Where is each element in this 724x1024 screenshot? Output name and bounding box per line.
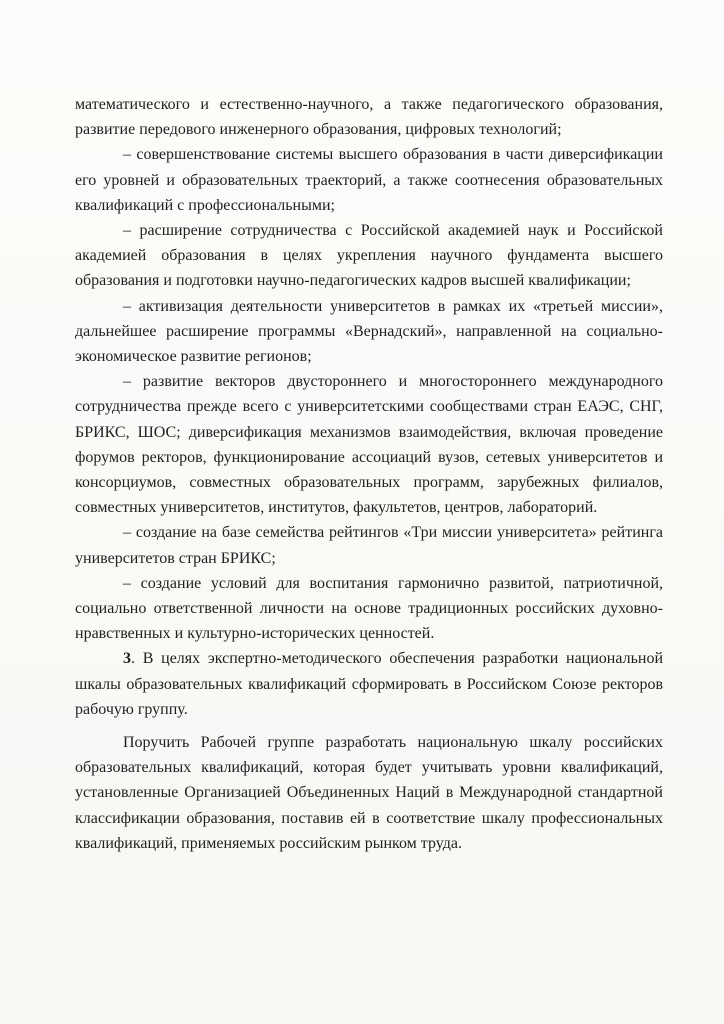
list-item-education-values: – создание условий для воспитания гармонично развитой, патриотичной, социально ответственной личности на основе традиционных российских духовно-нравственных и культурно-исторических ценностей. (75, 574, 663, 643)
list-item-third-mission: – активизация деятельности университетов в рамках их «третьей миссии», дальнейшее расширение программы «Вернадский», направленной на социально-экономическое развитие регионов; (75, 297, 663, 366)
point-3-paragraph (75, 646, 663, 722)
point-3-text: . В целях экспертно-методического обеспечения разработки национальной шкалы образовательных квалификаций сформировать в Российском Союзе ректоров рабочую группу. (75, 650, 663, 718)
list-item-higher-education-system: – совершенствование системы высшего образования в части диверсификации его уровней и образовательных траекторий, а также соотнесения образовательных квалификаций с профессиональными; (75, 146, 663, 214)
document-body (75, 92, 663, 856)
list-item-brics-rating: – создание на базе семейства рейтингов «Три миссии университета» рейтинга университетов стран БРИКС; (75, 524, 663, 567)
list-item-academy-cooperation: – расширение сотрудничества с Российской академией наук и Российской академией образования в целях укрепления научного фундамента высшего образования и подготовки научно-педагогических кадров высшей квалификации; (75, 222, 663, 290)
paragraph-continuation: математического и естественно-научного, а также педагогического образования, развитие передового инженерного образования, цифровых технологий; (75, 96, 663, 139)
point-3-number: 3 (123, 650, 131, 668)
final-paragraph: Поручить Рабочей группе разработать национальную шкалу российских образовательных квалификаций, которая будет учитывать уровни квалификаций, установленные Организацией Объединенных Наций в Международной стандартной классификации образования, поставив ей в соответствие шкалу профессиональных квалификаций, применяемых российским рынком труда. (75, 734, 663, 852)
list-item-international-cooperation: – развитие векторов двустороннего и многостороннего международного сотрудничества прежде всего с университетскими сообществами стран ЕАЭС, СНГ, БРИКС, ШОС; диверсификация механизмов взаимодействия, включая проведение форумов ректоров, функционирование ассоциаций вузов, сетевых университетов и консорциумов, совместных образовательных программ, зарубежных филиалов, совместных университетов, институтов, факультетов, центров, лабораторий. (75, 373, 663, 517)
